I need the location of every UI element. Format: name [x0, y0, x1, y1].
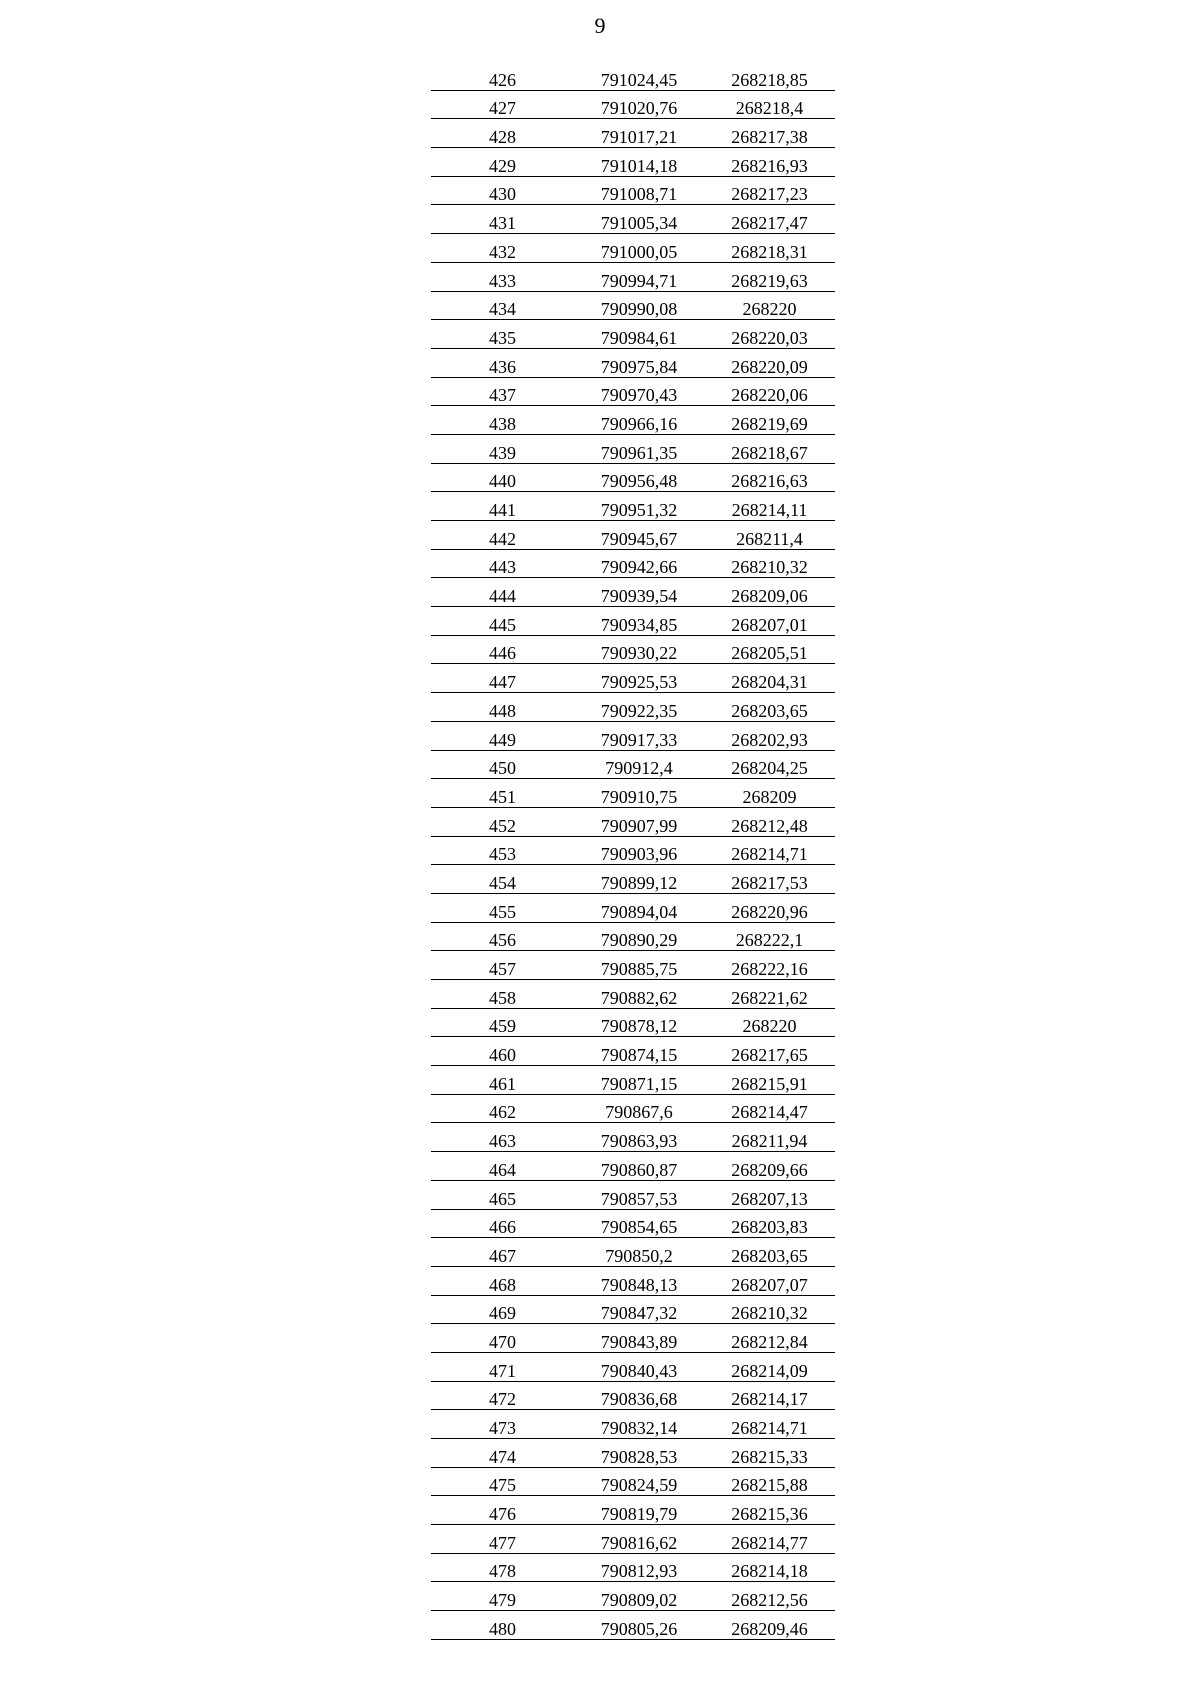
x-coordinate-cell: 791005,34 [574, 205, 704, 234]
y-coordinate-cell: 268202,93 [704, 721, 835, 750]
x-coordinate-cell: 790890,29 [574, 922, 704, 951]
table-row [431, 1352, 835, 1381]
point-number-cell: 426 [431, 62, 574, 90]
y-coordinate-cell: 268222,1 [704, 922, 835, 951]
y-coordinate-cell: 268211,94 [704, 1123, 835, 1152]
point-number-cell: 475 [431, 1467, 574, 1496]
point-number-cell: 464 [431, 1152, 574, 1181]
point-number-cell: 444 [431, 578, 574, 607]
point-number-cell: 435 [431, 320, 574, 349]
x-coordinate-cell: 790899,12 [574, 865, 704, 894]
point-number-cell: 476 [431, 1496, 574, 1525]
y-coordinate-cell: 268214,47 [704, 1094, 835, 1123]
table-row [431, 807, 835, 836]
point-number-cell: 441 [431, 492, 574, 521]
y-coordinate-cell: 268207,13 [704, 1180, 835, 1209]
x-coordinate-cell: 790894,04 [574, 893, 704, 922]
table-row [431, 1037, 835, 1066]
table-row [431, 1094, 835, 1123]
x-coordinate-cell: 790922,35 [574, 693, 704, 722]
point-number-cell: 442 [431, 521, 574, 550]
x-coordinate-cell: 790939,54 [574, 578, 704, 607]
y-coordinate-cell: 268220,03 [704, 320, 835, 349]
x-coordinate-cell: 790848,13 [574, 1266, 704, 1295]
table-row [431, 1008, 835, 1037]
point-number-cell: 472 [431, 1381, 574, 1410]
x-coordinate-cell: 790942,66 [574, 549, 704, 578]
point-number-cell: 470 [431, 1324, 574, 1353]
point-number-cell: 427 [431, 90, 574, 119]
x-coordinate-cell: 790805,26 [574, 1611, 704, 1640]
y-coordinate-cell: 268221,62 [704, 980, 835, 1009]
point-number-cell: 430 [431, 176, 574, 205]
table-row [431, 635, 835, 664]
coordinates-table [431, 62, 835, 1640]
point-number-cell: 456 [431, 922, 574, 951]
point-number-cell: 429 [431, 148, 574, 177]
y-coordinate-cell: 268217,23 [704, 176, 835, 205]
point-number-cell: 469 [431, 1295, 574, 1324]
table-row [431, 205, 835, 234]
table-row [431, 607, 835, 636]
y-coordinate-cell: 268212,48 [704, 807, 835, 836]
y-coordinate-cell: 268207,01 [704, 607, 835, 636]
table-row [431, 1467, 835, 1496]
x-coordinate-cell: 790917,33 [574, 721, 704, 750]
point-number-cell: 458 [431, 980, 574, 1009]
y-coordinate-cell: 268203,65 [704, 1238, 835, 1267]
y-coordinate-cell: 268209 [704, 779, 835, 808]
x-coordinate-cell: 790850,2 [574, 1238, 704, 1267]
x-coordinate-cell: 791008,71 [574, 176, 704, 205]
y-coordinate-cell: 268217,38 [704, 119, 835, 148]
table-row [431, 62, 835, 90]
y-coordinate-cell: 268204,25 [704, 750, 835, 779]
x-coordinate-cell: 790854,65 [574, 1209, 704, 1238]
x-coordinate-cell: 790812,93 [574, 1553, 704, 1582]
y-coordinate-cell: 268220,09 [704, 348, 835, 377]
y-coordinate-cell: 268215,88 [704, 1467, 835, 1496]
table-row [431, 1123, 835, 1152]
table-row [431, 1066, 835, 1095]
table-row [431, 1496, 835, 1525]
x-coordinate-cell: 791000,05 [574, 234, 704, 263]
point-number-cell: 449 [431, 721, 574, 750]
table-row [431, 779, 835, 808]
y-coordinate-cell: 268210,32 [704, 1295, 835, 1324]
table-row [431, 291, 835, 320]
point-number-cell: 453 [431, 836, 574, 865]
table-row [431, 693, 835, 722]
point-number-cell: 432 [431, 234, 574, 263]
y-coordinate-cell: 268203,65 [704, 693, 835, 722]
point-number-cell: 478 [431, 1553, 574, 1582]
point-number-cell: 477 [431, 1525, 574, 1554]
y-coordinate-cell: 268218,85 [704, 62, 835, 90]
y-coordinate-cell: 268215,33 [704, 1439, 835, 1468]
table-row [431, 1238, 835, 1267]
x-coordinate-cell: 790970,43 [574, 377, 704, 406]
point-number-cell: 474 [431, 1439, 574, 1468]
y-coordinate-cell: 268209,66 [704, 1152, 835, 1181]
point-number-cell: 451 [431, 779, 574, 808]
point-number-cell: 447 [431, 664, 574, 693]
point-number-cell: 459 [431, 1008, 574, 1037]
table-row [431, 922, 835, 951]
x-coordinate-cell: 790874,15 [574, 1037, 704, 1066]
y-coordinate-cell: 268217,65 [704, 1037, 835, 1066]
y-coordinate-cell: 268215,91 [704, 1066, 835, 1095]
table-row [431, 1209, 835, 1238]
y-coordinate-cell: 268214,17 [704, 1381, 835, 1410]
table-row [431, 893, 835, 922]
y-coordinate-cell: 268220 [704, 1008, 835, 1037]
x-coordinate-cell: 790840,43 [574, 1352, 704, 1381]
y-coordinate-cell: 268220,96 [704, 893, 835, 922]
point-number-cell: 473 [431, 1410, 574, 1439]
table-row [431, 262, 835, 291]
point-number-cell: 438 [431, 406, 574, 435]
table-row [431, 1439, 835, 1468]
point-number-cell: 443 [431, 549, 574, 578]
x-coordinate-cell: 790903,96 [574, 836, 704, 865]
x-coordinate-cell: 790956,48 [574, 463, 704, 492]
table-row [431, 434, 835, 463]
point-number-cell: 445 [431, 607, 574, 636]
table-row [431, 377, 835, 406]
x-coordinate-cell: 790832,14 [574, 1410, 704, 1439]
table-row [431, 1152, 835, 1181]
x-coordinate-cell: 790863,93 [574, 1123, 704, 1152]
table-row [431, 1525, 835, 1554]
x-coordinate-cell: 790809,02 [574, 1582, 704, 1611]
y-coordinate-cell: 268212,84 [704, 1324, 835, 1353]
point-number-cell: 468 [431, 1266, 574, 1295]
table-row [431, 406, 835, 435]
y-coordinate-cell: 268212,56 [704, 1582, 835, 1611]
y-coordinate-cell: 268209,06 [704, 578, 835, 607]
y-coordinate-cell: 268203,83 [704, 1209, 835, 1238]
y-coordinate-cell: 268219,63 [704, 262, 835, 291]
table-row [431, 90, 835, 119]
x-coordinate-cell: 790882,62 [574, 980, 704, 1009]
table-row [431, 176, 835, 205]
y-coordinate-cell: 268220 [704, 291, 835, 320]
point-number-cell: 440 [431, 463, 574, 492]
table-row [431, 1381, 835, 1410]
table-row [431, 148, 835, 177]
point-number-cell: 455 [431, 893, 574, 922]
table-row [431, 1553, 835, 1582]
point-number-cell: 466 [431, 1209, 574, 1238]
table-row [431, 1582, 835, 1611]
y-coordinate-cell: 268220,06 [704, 377, 835, 406]
y-coordinate-cell: 268211,4 [704, 521, 835, 550]
table-row [431, 348, 835, 377]
y-coordinate-cell: 268214,09 [704, 1352, 835, 1381]
table-row [431, 1266, 835, 1295]
x-coordinate-cell: 790907,99 [574, 807, 704, 836]
table-row [431, 549, 835, 578]
table-row [431, 664, 835, 693]
x-coordinate-cell: 790824,59 [574, 1467, 704, 1496]
y-coordinate-cell: 268218,67 [704, 434, 835, 463]
x-coordinate-cell: 790819,79 [574, 1496, 704, 1525]
x-coordinate-cell: 790843,89 [574, 1324, 704, 1353]
y-coordinate-cell: 268219,69 [704, 406, 835, 435]
x-coordinate-cell: 790871,15 [574, 1066, 704, 1095]
x-coordinate-cell: 791014,18 [574, 148, 704, 177]
point-number-cell: 454 [431, 865, 574, 894]
table-row [431, 578, 835, 607]
point-number-cell: 450 [431, 750, 574, 779]
y-coordinate-cell: 268214,77 [704, 1525, 835, 1554]
table-row [431, 1295, 835, 1324]
y-coordinate-cell: 268216,93 [704, 148, 835, 177]
x-coordinate-cell: 790930,22 [574, 635, 704, 664]
table-row [431, 721, 835, 750]
x-coordinate-cell: 790990,08 [574, 291, 704, 320]
table-row [431, 836, 835, 865]
point-number-cell: 479 [431, 1582, 574, 1611]
y-coordinate-cell: 268209,46 [704, 1611, 835, 1640]
x-coordinate-cell: 790945,67 [574, 521, 704, 550]
x-coordinate-cell: 790847,32 [574, 1295, 704, 1324]
table-row [431, 1611, 835, 1640]
x-coordinate-cell: 790961,35 [574, 434, 704, 463]
table-row [431, 320, 835, 349]
x-coordinate-cell: 790951,32 [574, 492, 704, 521]
point-number-cell: 434 [431, 291, 574, 320]
x-coordinate-cell: 790816,62 [574, 1525, 704, 1554]
point-number-cell: 471 [431, 1352, 574, 1381]
table-row [431, 1410, 835, 1439]
table-row [431, 521, 835, 550]
table-row [431, 119, 835, 148]
x-coordinate-cell: 791017,21 [574, 119, 704, 148]
y-coordinate-cell: 268204,31 [704, 664, 835, 693]
point-number-cell: 448 [431, 693, 574, 722]
x-coordinate-cell: 791024,45 [574, 62, 704, 90]
point-number-cell: 462 [431, 1094, 574, 1123]
x-coordinate-cell: 791020,76 [574, 90, 704, 119]
x-coordinate-cell: 790878,12 [574, 1008, 704, 1037]
y-coordinate-cell: 268222,16 [704, 951, 835, 980]
table-row [431, 492, 835, 521]
point-number-cell: 437 [431, 377, 574, 406]
page-number: 9 [594, 13, 606, 38]
x-coordinate-cell: 790994,71 [574, 262, 704, 291]
y-coordinate-cell: 268218,31 [704, 234, 835, 263]
table-row [431, 1324, 835, 1353]
point-number-cell: 428 [431, 119, 574, 148]
x-coordinate-cell: 790984,61 [574, 320, 704, 349]
point-number-cell: 436 [431, 348, 574, 377]
table-row [431, 234, 835, 263]
table-row [431, 1180, 835, 1209]
x-coordinate-cell: 790934,85 [574, 607, 704, 636]
y-coordinate-cell: 268214,18 [704, 1553, 835, 1582]
point-number-cell: 480 [431, 1611, 574, 1640]
y-coordinate-cell: 268216,63 [704, 463, 835, 492]
x-coordinate-cell: 790860,87 [574, 1152, 704, 1181]
point-number-cell: 461 [431, 1066, 574, 1095]
y-coordinate-cell: 268217,53 [704, 865, 835, 894]
point-number-cell: 457 [431, 951, 574, 980]
table-row [431, 750, 835, 779]
table-row [431, 865, 835, 894]
y-coordinate-cell: 268215,36 [704, 1496, 835, 1525]
point-number-cell: 439 [431, 434, 574, 463]
x-coordinate-cell: 790912,4 [574, 750, 704, 779]
table-row [431, 463, 835, 492]
y-coordinate-cell: 268207,07 [704, 1266, 835, 1295]
y-coordinate-cell: 268210,32 [704, 549, 835, 578]
x-coordinate-cell: 790966,16 [574, 406, 704, 435]
x-coordinate-cell: 790867,6 [574, 1094, 704, 1123]
table-row [431, 951, 835, 980]
x-coordinate-cell: 790925,53 [574, 664, 704, 693]
coordinates-table-body [431, 62, 835, 1639]
x-coordinate-cell: 790975,84 [574, 348, 704, 377]
table-row [431, 980, 835, 1009]
x-coordinate-cell: 790836,68 [574, 1381, 704, 1410]
point-number-cell: 446 [431, 635, 574, 664]
x-coordinate-cell: 790910,75 [574, 779, 704, 808]
point-number-cell: 433 [431, 262, 574, 291]
y-coordinate-cell: 268217,47 [704, 205, 835, 234]
x-coordinate-cell: 790885,75 [574, 951, 704, 980]
y-coordinate-cell: 268214,71 [704, 836, 835, 865]
point-number-cell: 465 [431, 1180, 574, 1209]
y-coordinate-cell: 268214,11 [704, 492, 835, 521]
point-number-cell: 431 [431, 205, 574, 234]
point-number-cell: 467 [431, 1238, 574, 1267]
point-number-cell: 463 [431, 1123, 574, 1152]
y-coordinate-cell: 268205,51 [704, 635, 835, 664]
x-coordinate-cell: 790828,53 [574, 1439, 704, 1468]
y-coordinate-cell: 268218,4 [704, 90, 835, 119]
point-number-cell: 460 [431, 1037, 574, 1066]
y-coordinate-cell: 268214,71 [704, 1410, 835, 1439]
point-number-cell: 452 [431, 807, 574, 836]
x-coordinate-cell: 790857,53 [574, 1180, 704, 1209]
